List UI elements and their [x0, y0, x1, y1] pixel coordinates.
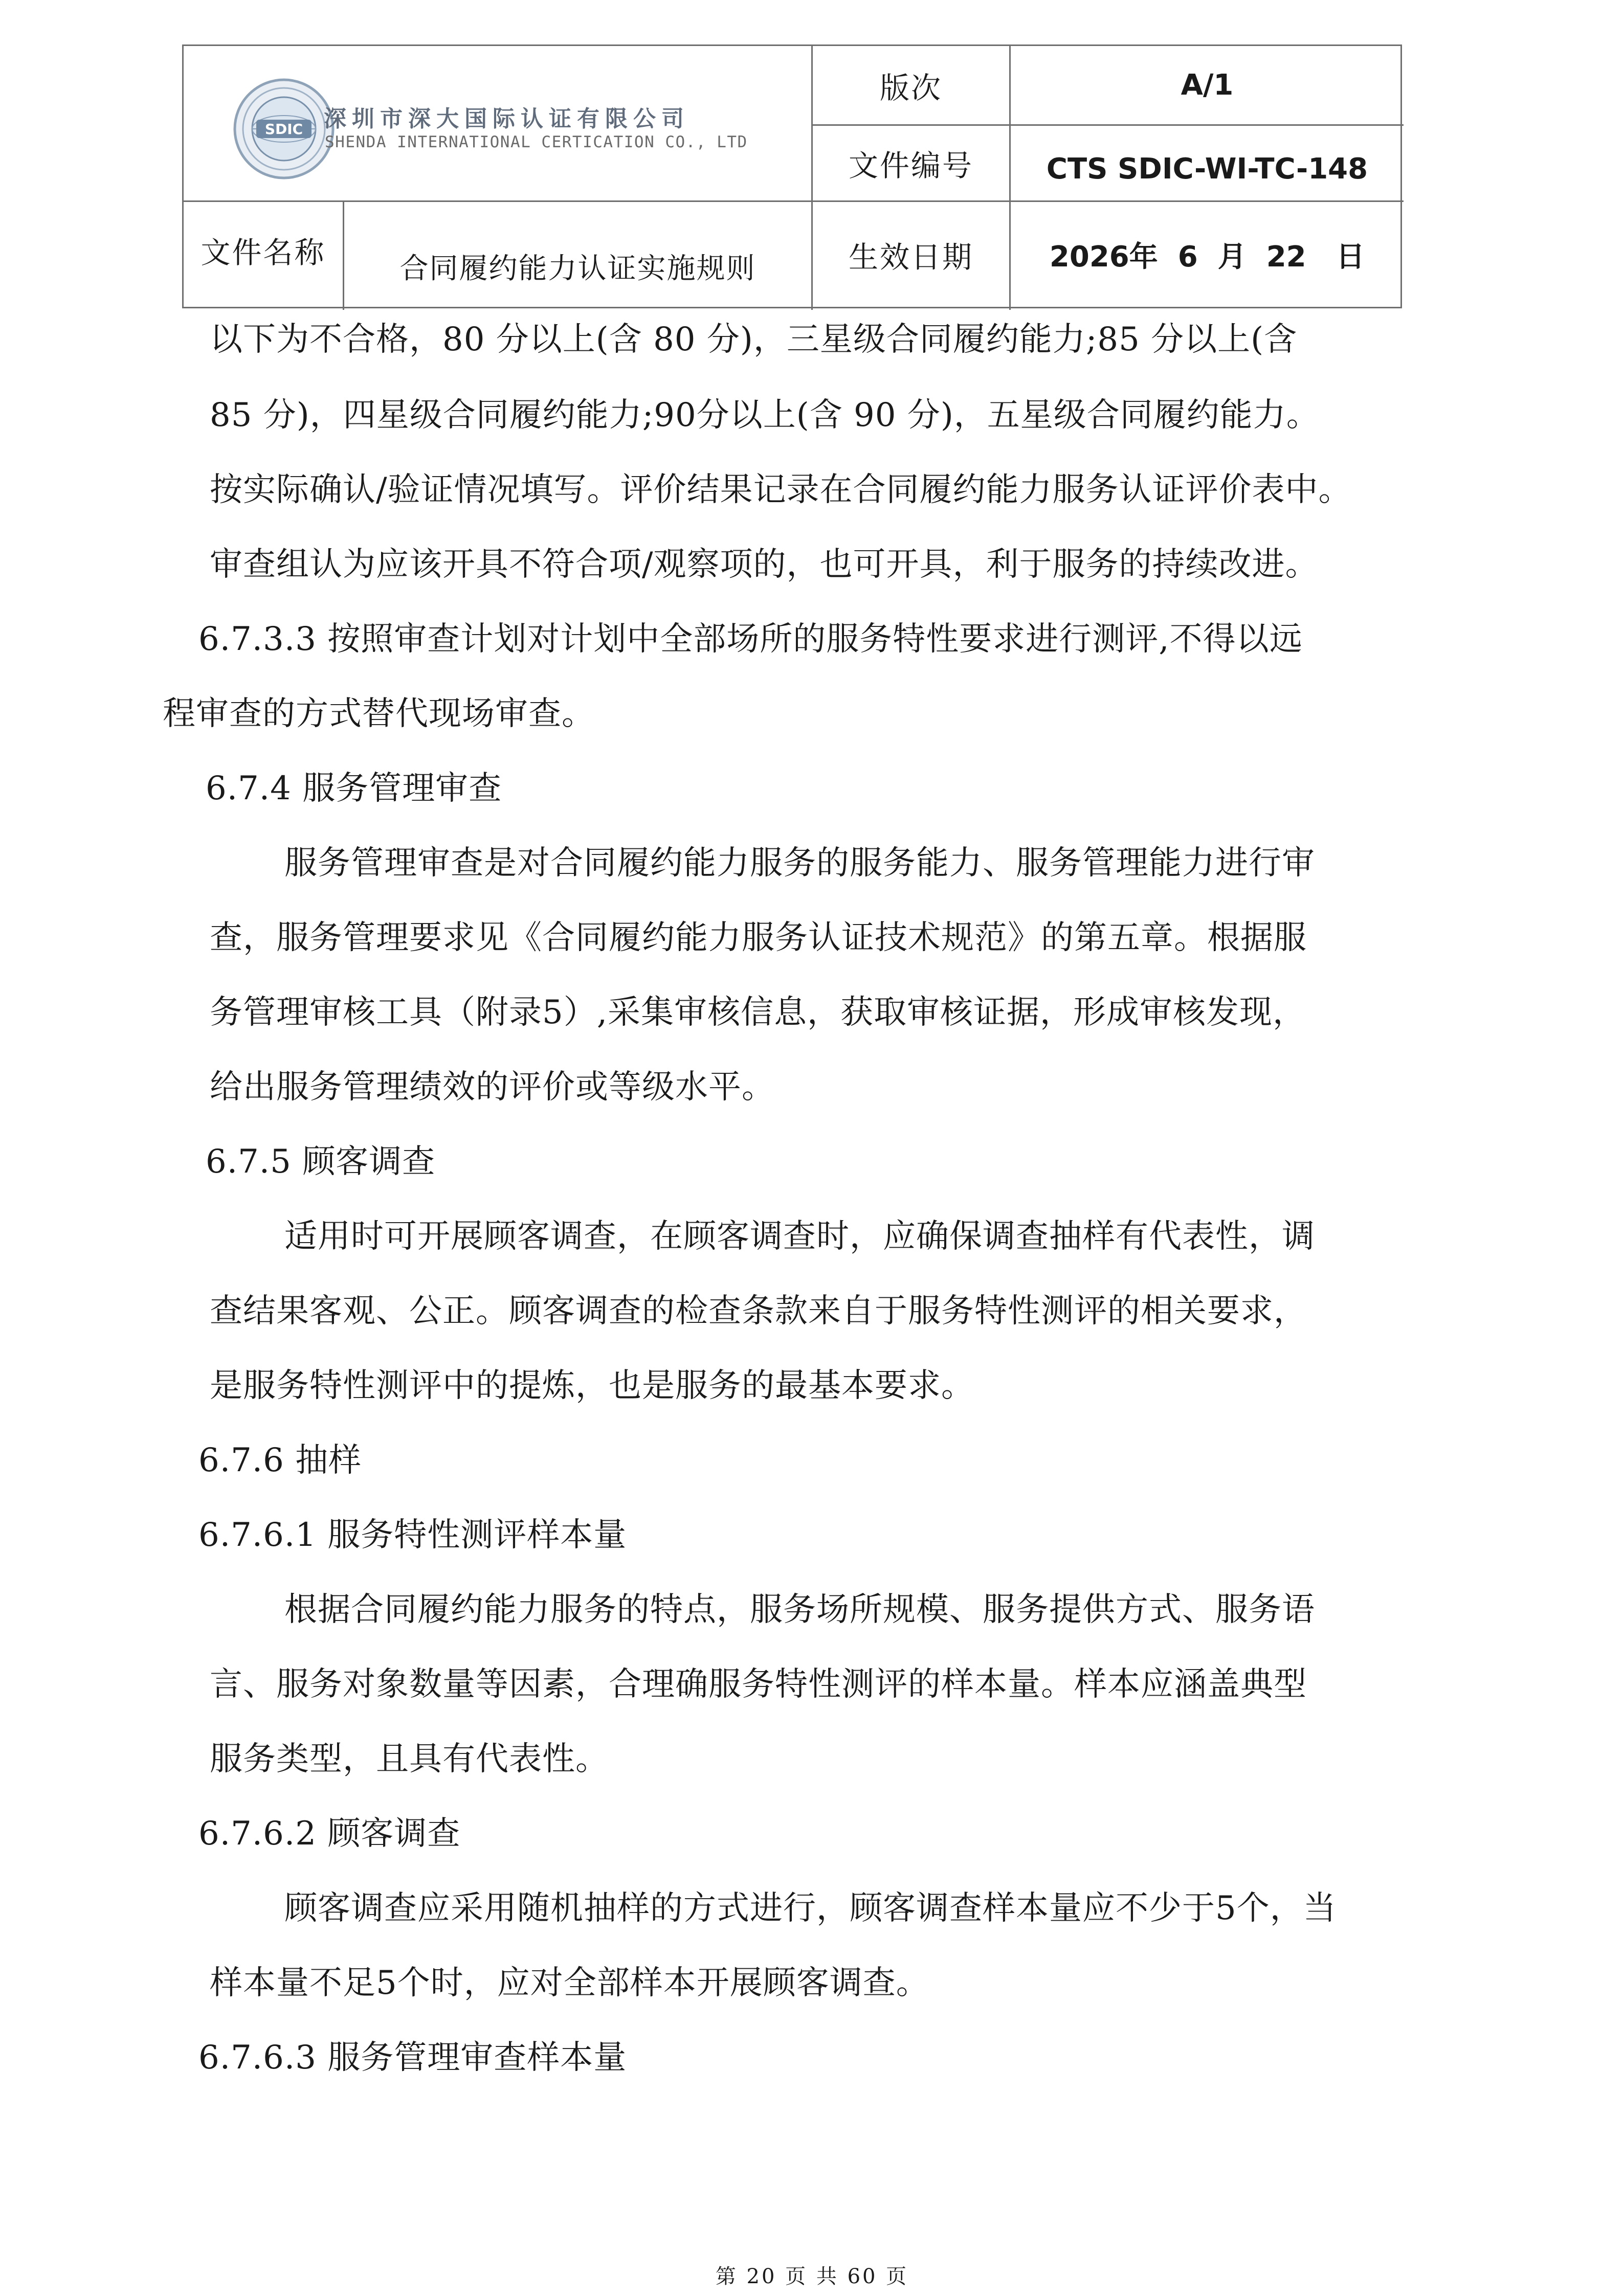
body-line: 适用时可开展顾客调查，在顾客调查时，应确保调查抽样有代表性，调: [284, 1218, 1315, 1255]
effective-date-value: 2026年 6 月 22 日: [1049, 240, 1365, 274]
body-line: 根据合同履约能力服务的特点，服务场所规模、服务提供方式、服务语: [284, 1591, 1315, 1629]
body-line: 服务管理审查是对合同履约能力服务的服务能力、服务管理能力进行审: [284, 844, 1315, 882]
company-name-cn: 深圳市深大国际认证有限公司: [324, 106, 689, 132]
version-label: 版次: [879, 70, 942, 105]
body-line: 服务类型，且具有代表性。: [210, 1740, 609, 1778]
body-line: 是服务特性测评中的提炼，也是服务的最基本要求。: [210, 1367, 974, 1405]
page-number: 第 20 页 共 60 页: [715, 2265, 909, 2288]
body-line: 85 分)，四星级合同履约能力;90分以上(含 90 分)，五星级合同履约能力。: [210, 396, 1320, 434]
company-name-en: SHENDA INTERNATIONAL CERTICATION CO., LTD: [325, 133, 748, 151]
company-logo: [233, 78, 795, 180]
company-seal-icon: [233, 78, 335, 180]
body-line: 程审查的方式替代现场审查。: [163, 695, 595, 733]
section-heading: 6.7.6.2 顾客调查: [198, 1815, 461, 1853]
doc-name-label: 文件名称: [201, 235, 326, 270]
body-line: 样本量不足5个时，应对全部样本开展顾客调查。: [210, 1964, 929, 2002]
section-heading: 6.7.4 服务管理审查: [206, 770, 502, 807]
section-heading: 6.7.3.3 按照审查计划对计划中全部场所的服务特性要求进行测评,不得以远: [198, 620, 1303, 658]
body-line: 顾客调查应采用随机抽样的方式进行，顾客调查样本量应不少于5个，当: [284, 1889, 1337, 1927]
doc-number-label: 文件编号: [848, 148, 973, 183]
body-line: 言、服务对象数量等因素，合理确服务特性测评的样本量。样本应涵盖典型: [210, 1665, 1307, 1703]
body-line: 按实际确认/验证情况填写。评价结果记录在合同履约能力服务认证评价表中。: [210, 471, 1352, 509]
body-line: 给出服务管理绩效的评价或等级水平。: [210, 1068, 775, 1106]
body-line: 以下为不合格，80 分以上(含 80 分)，三星级合同履约能力;85 分以上(含: [210, 321, 1298, 358]
section-heading: 6.7.5 顾客调查: [206, 1143, 436, 1181]
section-heading: 6.7.6 抽样: [198, 1442, 362, 1479]
effective-date-label: 生效日期: [848, 239, 973, 275]
doc-name-value: 合同履约能力认证实施规则: [399, 252, 756, 285]
section-heading: 6.7.6.3 服务管理审查样本量: [198, 2039, 627, 2077]
version-value: A/1: [1181, 69, 1234, 102]
body-line: 查结果客观、公正。顾客调查的检查条款来自于服务特性测评的相关要求，: [210, 1292, 1307, 1330]
body-line: 查，服务管理要求见《合同履约能力服务认证技术规范》的第五章。根据服: [210, 919, 1307, 957]
body-line: 务管理审核工具（附录5）,采集审核信息，获取审核证据，形成审核发现，: [210, 994, 1306, 1031]
section-heading: 6.7.6.1 服务特性测评样本量: [198, 1516, 627, 1554]
doc-number-value: CTS SDIC-WI-TC-148: [1046, 152, 1368, 186]
logo-text: SDIC: [264, 121, 303, 138]
body-line: 审查组认为应该开具不符合项/观察项的，也可开具，利于服务的持续改进。: [210, 546, 1319, 583]
document-header-table: [182, 44, 1402, 308]
